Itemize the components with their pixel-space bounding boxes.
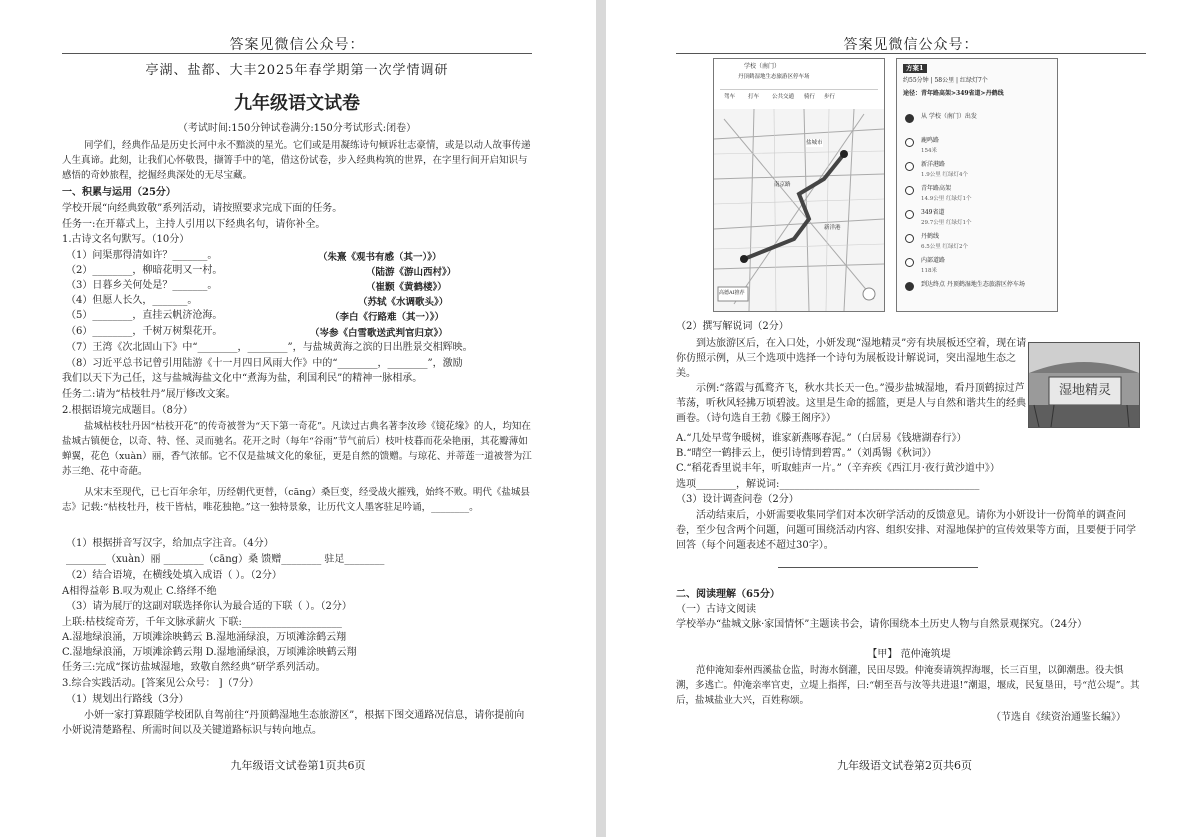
question-1-8a: （8）习近平总书记曾引用陆游《十一月四日风雨大作》中的“________，________”，激励 — [66, 358, 463, 369]
page-header: 答案见微信公众号： — [843, 37, 979, 53]
map-tab-taxi[interactable]: 打车 — [748, 94, 760, 100]
example-paragraph: 示例:“落霞与孤鹜齐飞，秋水共长天一色。”漫步盐城湿地，看丹顶鹤掠过芦苇荡，听秋风轻拂万顷碧波。这里是生命的摇篮，更是人与自然和谐共生的经典画卷。（诗句选自王勃《滕王阁序》） — [676, 383, 1026, 424]
map-ai-button[interactable]: 高德AI推荐 — [719, 290, 745, 296]
map-tab-drive[interactable]: 驾车 — [724, 94, 736, 100]
route-step-icon — [905, 162, 914, 171]
question-3-3: （3）设计调查问卷（2分） — [676, 494, 799, 505]
question-2-2: （2）结合语境，在横线处填入成语（ ）。（2分） — [66, 570, 282, 581]
answer-line — [778, 567, 978, 568]
option-a: A.“几处早莺争暖树，谁家新燕啄春泥。”（白居易《钱塘湖春行》） — [676, 433, 967, 444]
poem-source: （朱熹《观书有感（其一）》） — [318, 252, 442, 263]
route-step-name: 丹鹤线 — [921, 233, 940, 240]
poem-line: （3）日暮乡关何处是？_______。 — [66, 280, 218, 291]
couplet-options-ab: A.湿地绿浪涌，万顷滩涂映鹤云 B.湿地涌绿浪，万顷滩涂鹤云翔 — [62, 632, 347, 643]
route-step-name: 349省道 — [921, 209, 945, 216]
route-step-name: 鹿鸣路 — [921, 137, 940, 144]
poem-source: （苏轼《水调歌头》） — [358, 297, 449, 308]
poem-source: （李白《行路难（其一）》） — [330, 312, 445, 323]
passage-jia-title: 【甲】 范仲淹筑堤 — [867, 649, 951, 660]
map-tab-transit[interactable]: 公共交通 — [772, 94, 795, 100]
answer-blank: 选项________，解说词:________________________________________ — [676, 479, 980, 490]
question-1-7: （7）王湾《次北固山下》中“________，________”，与盐城黄海之滨的日出胜景交相辉映。 — [66, 342, 473, 353]
page-header: 答案见微信公众号： — [229, 37, 365, 53]
question-3-1: （1）规划出行路线（3分） — [66, 694, 189, 705]
passage-jia-text: 范仲淹知泰州西溪盐仓监，时海水倒灌，民田尽毁。仲淹奏请筑捍海堰，长三百里，以御潮患。役夫惧溯，多逃亡。仲淹亲率官吏，立堤上指挥，曰:“朝至吾与汝等共进退!”潮退，堰成，民复垦田，号“范公堤”。其后，盐城盐业大兴，百姓称颂。 — [676, 665, 1140, 706]
poem-line: （1）问渠那得清如许？_______。 — [66, 250, 218, 261]
route-step-distance: 118米 — [921, 268, 937, 274]
route-directions-panel — [896, 58, 1058, 312]
section-2-title: 二、阅读理解（65分） — [676, 589, 780, 600]
poem-line: （4）但愿人长久，_______。 — [66, 295, 198, 306]
exam-page-2 — [606, 0, 1203, 837]
exam-info: （考试时间:150分钟试卷满分:150分考试形式:闭卷） — [177, 123, 417, 134]
map-tab-walk[interactable]: 步行 — [824, 94, 836, 100]
passage-paragraph-1: 盐城枯枝牡丹因“枯枝开花”的传奇被誉为“天下第一奇花”。凡读过古典名著李汝珍《镜花缘》的人，均知在盐城古镇便仓，以奇、特、怪、灵而驰名。花开之时（每年“谷雨”节气前后）枝叶枝暮而花朵艳丽，其花瓣薄如蝉翼，花色（xuàn）丽，香气浓郁。它不仅是盐城文化的象征，更是自然的馈赠。与琼花、并蒂莲一道被誉为江苏三绝、花中奇葩。 — [62, 421, 532, 477]
subsection-1-title: （一）古诗文阅读 — [676, 604, 756, 615]
map-start-label: 学校（南门） — [744, 63, 781, 70]
route-step-distance: 1.9公里 红绿灯4个 — [921, 172, 968, 178]
exam-page-1 — [0, 0, 596, 837]
route-step-distance: 6.5公里 红绿灯2个 — [921, 244, 968, 250]
route-map-image — [713, 58, 885, 312]
page-footer: 九年级语文试卷第2页共6页 — [837, 759, 972, 772]
route-step-icon — [905, 258, 914, 267]
route-step-icon — [905, 114, 914, 123]
route-plan-badge: 方案1 — [903, 64, 927, 73]
route-step-distance: 14.9公里 红绿灯1个 — [921, 196, 972, 202]
question-2-1-blanks: ________（xuàn）丽 ________（cāng）桑 馈赠________ 驻足________ — [66, 554, 385, 565]
route-summary: 约55分钟 | 58公里 | 红绿灯7个 — [903, 77, 988, 84]
page-gutter — [596, 0, 606, 837]
route-step-name: 从 学校（南门）出发 — [921, 113, 977, 120]
route-step-icon — [905, 282, 914, 291]
poem-line: （6）________，千树万树梨花开。 — [66, 326, 223, 337]
couplet-options-cd: C.湿地绿浪涌，万顷滩涂鹤云翔 D.湿地涌绿浪，万顷滩涂映鹤云翔 — [62, 647, 357, 658]
task-1: 任务一:在开幕式上，主持人引用以下经典名句，请你补全。 — [62, 219, 326, 230]
poem-line: （2）________，柳暗花明又一村。 — [66, 265, 223, 276]
poem-source: （崔颢《黄鹤楼》） — [366, 282, 447, 293]
couplet-upper: 上联:枯枝绽奇芳，千年文脉承薪火 下联:____________________ — [62, 617, 342, 628]
wetland-sign-photo — [1028, 342, 1140, 428]
route-via: 途径：青年路高架>349省道>丹鹤线 — [903, 90, 1004, 97]
route-step-name: 青年路高架 — [921, 185, 952, 192]
intro-paragraph: 同学们，经典作品是历史长河中永不黯淡的星光。它们或是用凝练诗句倾诉壮志豪情，或是以动人故事传递人生真谛。此刻，让我们心怀敬畏，撷箐手中的笔，借这份试卷，步入经典构筑的世界，在字里行间开启知识与感悟的奇妙旅程，挖掘经典深处的无尽宝藏。 — [62, 140, 531, 181]
map-road-label: 南京路 — [774, 182, 791, 188]
question-3-2: （2）撰写解说词（2分） — [676, 321, 789, 332]
passage-jia-source: （节选自《续资治通鉴长编》） — [991, 712, 1126, 723]
section-1-title: 一、积累与运用（25分） — [62, 187, 176, 198]
question-2-3: （3）请为展厅的这副对联选择你认为最合适的下联（ ）。（2分） — [66, 601, 352, 612]
photo-sign-text: 湿地精灵 — [1058, 383, 1111, 398]
question-3: 3.综合实践活动。[答案见公众号： ]（7分） — [62, 678, 259, 689]
route-step-icon — [905, 186, 914, 195]
page-footer: 九年级语文试卷第1页共6页 — [230, 759, 366, 772]
route-step-name: 内部道路 — [921, 257, 946, 264]
task-2: 任务二:请为“枯枝牡丹”展厅修改文案。 — [62, 389, 236, 400]
route-step-distance: 154米 — [921, 148, 937, 154]
route-step-name: 到达终点 丹顶鹤湿地生态旅游区停车场 — [921, 281, 1025, 288]
question-1: 1.古诗文名句默写。（10分） — [62, 234, 190, 245]
subsection-1-intro: 学校举办“盐城文脉·家国情怀”主题读书会，请你围绕本土历史人物与自然景观探究。（24分） — [676, 619, 1088, 630]
poem-line: （5）________，直挂云帆济沧海。 — [66, 310, 223, 321]
route-step-name: 新洋港路 — [921, 161, 946, 168]
header-divider — [676, 53, 1146, 54]
task-3: 任务三:完成“探访盐城湿地，致敬自然经典”研学系列活动。 — [62, 662, 326, 673]
map-destination-label: 丹顶鹤湿地生态旅游区停车场 — [738, 74, 810, 80]
option-c: C.“稻花香里说丰年，听取蛙声一片。”（辛弃疾《西江月·夜行黄沙道中》） — [676, 463, 1000, 474]
exam-title: 九年级语文试卷 — [234, 93, 360, 114]
option-b: B.“晴空一鹤排云上，便引诗情到碧霄。”（刘禹锡《秋词》） — [676, 448, 937, 459]
route-step-icon — [905, 234, 914, 243]
passage-paragraph-2: 从宋末至现代，已七百年余年，历经朝代更替，（cāng）桑巨变，经受战火摧残，始终不败。明代《盐城县志》记载:“枯枝牡丹，枝干皆枯，唯花独艳。”这一独特景象，让历代文人墨客驻足吟诵，________。 — [62, 487, 530, 513]
activity-intro: 学校开展“向经典致敬”系列活动，请按照要求完成下面的任务。 — [62, 203, 343, 214]
question-1-8b: 我们以天下为己任，这与盐城海盐文化中“煮海为盐，利国利民”的精神一脉相承。 — [62, 373, 423, 384]
map-tab-ride[interactable]: 骑行 — [804, 94, 816, 100]
question-3-3-text: 活动结束后，小妍需要收集同学们对本次研学活动的反馈意见。请你为小妍设计一份简单的调查问卷，至少包含两个问题，问题可围绕活动内容、组织安排、对湿地保护的宣传效果等方面，且要便于同学回答（每个问题表述不超过30字）。 — [676, 510, 1136, 551]
route-step-icon — [905, 138, 914, 147]
route-step-icon — [905, 210, 914, 219]
map-river-label: 新洋港 — [824, 225, 841, 231]
question-3-2-text: 到达旅游区后，在入口处，小妍发现“湿地精灵”旁有块展板还空着，现在请你仿照示例，从三个选项中选择一个诗句为展板设计解说词，突出湿地生态之美。 — [676, 338, 1027, 379]
question-2-2-options: A相得益彰 B.叹为观止 C.络绎不绝 — [62, 586, 217, 597]
route-step-distance: 29.7公里 红绿灯1个 — [921, 220, 972, 226]
question-3-1-text: 小妍一家打算跟随学校团队自驾前往“丹顶鹤湿地生态旅游区”，根据下图交通路况信息，请你提前向小妍说清楚路程、所需时间以及关键道路标识与转向地点。 — [62, 710, 525, 736]
poem-source: （岑参《白雪歌送武判官归京》） — [310, 328, 448, 339]
map-place-label: 盐城市 — [806, 140, 823, 146]
question-2-1: （1）根据拼音写汉字，给加点字注音。（4分） — [66, 538, 274, 549]
poem-source: （陆游《游山西村》） — [366, 267, 457, 278]
exam-region: 亭湖、盐都、大丰2025年春学期第一次学情调研 — [145, 63, 449, 78]
header-divider — [62, 53, 532, 54]
question-2: 2.根据语境完成题目。（8分） — [62, 405, 193, 416]
